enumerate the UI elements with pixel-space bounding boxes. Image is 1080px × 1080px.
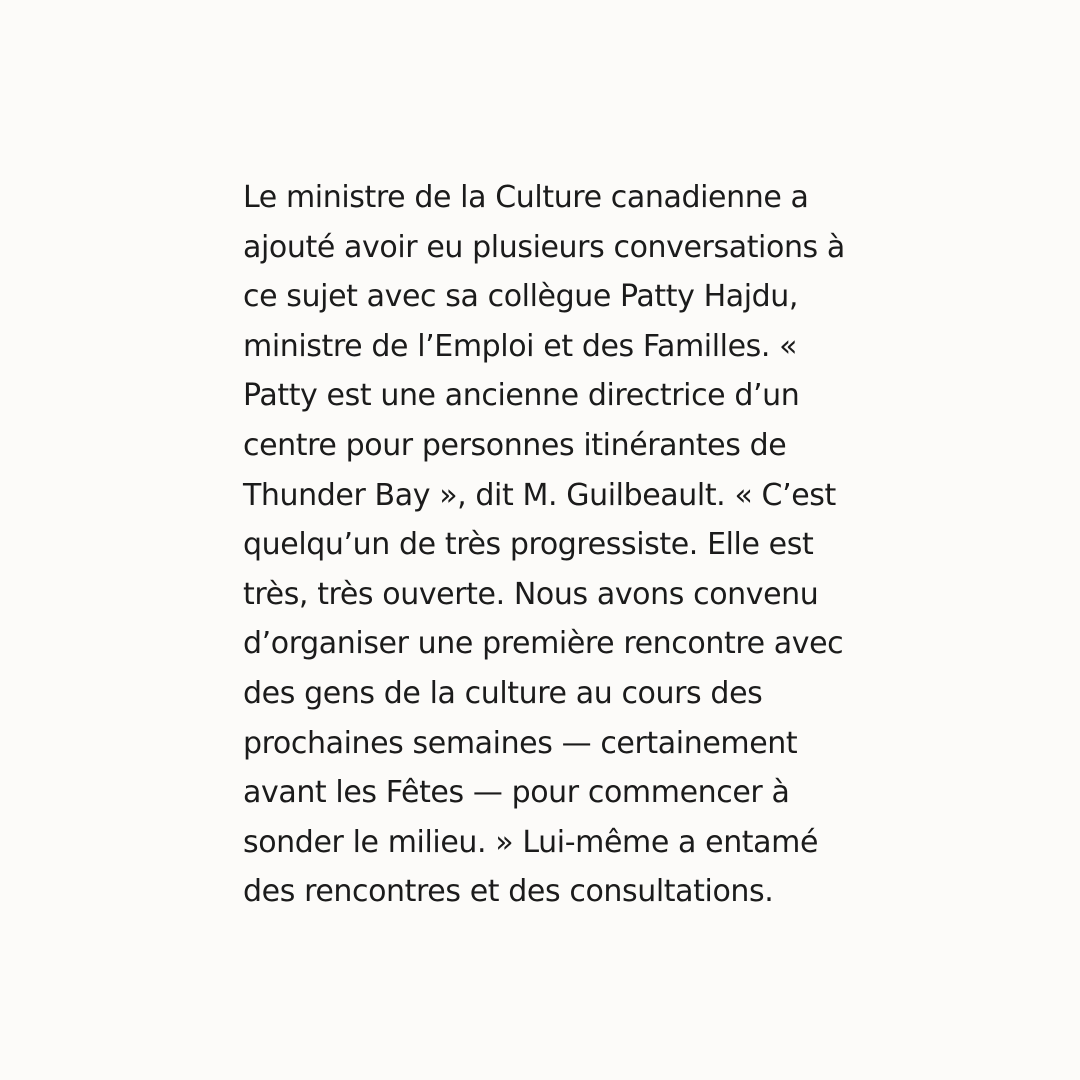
paragraph-line: Thunder Bay », dit M. Guilbeault. « C’est [243,477,836,513]
paragraph-line: très, très ouverte. Nous avons convenu [243,576,819,612]
paragraph-line: Le ministre de la Culture canadienne a [243,180,809,215]
paragraph-line: d’organiser une première rencontre avec [243,626,844,662]
paragraph-line: des rencontres et des consultations. [243,874,774,910]
paragraph-line: sonder le milieu. » Lui-même a entamé [243,824,819,860]
paragraph-line: des gens de la culture au cours des [243,675,763,711]
paragraph-line: ce sujet avec sa collègue Patty Hajdu, [243,279,799,315]
paragraph-line: quelqu’un de très progressiste. Elle est [243,527,814,563]
paragraph-line: prochaines semaines — certainement [243,725,798,761]
paragraph-line: ajouté avoir eu plusieurs conversations à [243,229,845,265]
paragraph-line: centre pour personnes itinérantes de [243,427,787,463]
article-paragraph [243,173,1063,917]
paragraph-line: avant les Fêtes — pour commencer à [243,775,790,811]
paragraph-line: ministre de l’Emploi et des Familles. « [243,328,798,364]
paragraph-line: Patty est une ancienne directrice d’un [243,378,800,414]
